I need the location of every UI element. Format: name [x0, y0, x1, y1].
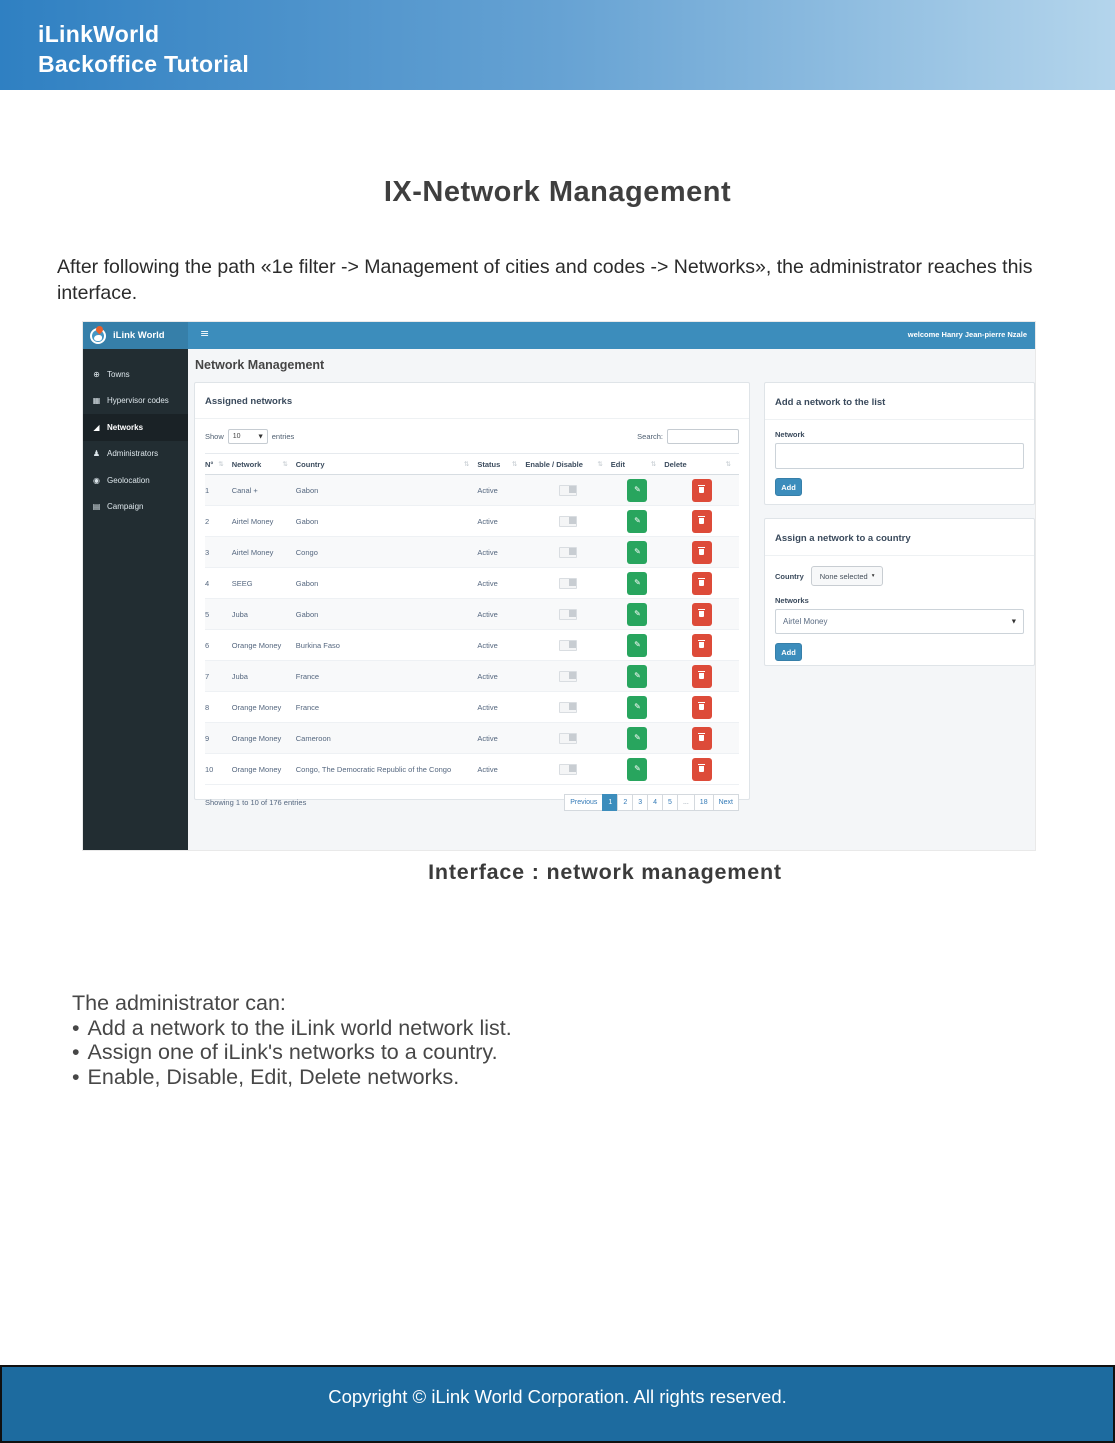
bullet-icon: • — [72, 1040, 80, 1064]
chevron-down-icon: ▼ — [1011, 618, 1016, 625]
trash-icon — [699, 549, 704, 555]
pagination-page-3[interactable]: 3 — [632, 794, 648, 811]
networks-select[interactable]: Airtel Money ▼ — [775, 609, 1024, 634]
globe-icon: ⊕ — [93, 369, 100, 379]
pencil-icon: ✎ — [634, 764, 641, 773]
app-screenshot — [83, 322, 1035, 850]
pagination-page-5[interactable]: 5 — [662, 794, 678, 811]
status-text: Active — [477, 764, 498, 774]
trash-icon — [699, 580, 704, 586]
delete-button[interactable] — [692, 479, 712, 502]
sort-icon: ⇅ — [597, 460, 603, 468]
assign-add-button[interactable]: Add — [775, 643, 802, 661]
edit-button[interactable] — [627, 758, 647, 781]
status-text: Active — [477, 609, 498, 619]
column-header-edit[interactable]: Edit ⇅ — [610, 459, 657, 469]
pencil-icon: ✎ — [634, 516, 641, 525]
pencil-icon: ✎ — [634, 547, 641, 556]
hamburger-menu-icon[interactable]: ≡ — [200, 327, 210, 340]
show-label: Show — [205, 432, 224, 441]
delete-button[interactable] — [692, 634, 712, 657]
bullet-icon: • — [72, 1064, 80, 1089]
bullet-icon: • — [72, 1015, 80, 1040]
table-row: 8 Orange Money France Active ✎ — [205, 692, 739, 723]
table-row: 7 Juba France Active ✎ — [205, 661, 739, 692]
assign-network-panel — [764, 518, 1035, 666]
pencil-icon: ✎ — [634, 671, 641, 680]
status-text: Active — [477, 702, 498, 712]
delete-button[interactable] — [692, 572, 712, 595]
pagination — [564, 794, 739, 811]
edit-button[interactable] — [627, 665, 647, 688]
column-header-n[interactable]: N° ⇅ — [205, 459, 224, 469]
pencil-icon: ✎ — [634, 640, 641, 649]
status-text: Active — [477, 733, 498, 743]
app-logo[interactable] — [83, 322, 188, 349]
delete-button[interactable] — [692, 665, 712, 688]
edit-button[interactable] — [627, 479, 647, 502]
list-icon: ▤ — [92, 502, 101, 512]
column-header-network[interactable]: Network ⇅ — [231, 459, 288, 469]
app-brand: iLink World — [113, 330, 165, 341]
status-text: Active — [477, 547, 498, 557]
table-row: 6 Orange Money Burkina Faso Active ✎ — [205, 630, 739, 661]
brand-line1: iLinkWorld — [38, 21, 160, 47]
edit-button[interactable] — [627, 572, 647, 595]
sidebar-item-administrators[interactable]: ♟ Administrators — [92, 449, 159, 459]
pagination-page-1[interactable]: 1 — [602, 794, 618, 811]
page-title: IX-Network Management — [383, 176, 732, 208]
status-text: Active — [477, 578, 498, 588]
trash-icon — [699, 766, 704, 772]
table-row: 9 Orange Money Cameroon Active ✎ — [205, 723, 739, 754]
copyright-text: Copyright © iLink World Corporation. All rights reserved. — [328, 1386, 787, 1407]
brand-line2: Backoffice Tutorial — [38, 51, 250, 77]
pagination-next[interactable]: Next — [713, 794, 739, 811]
trash-icon — [699, 673, 704, 679]
ilink-logo-icon — [90, 328, 106, 344]
signal-icon: ◢ — [93, 422, 100, 432]
column-header-enable-disable[interactable]: Enable / Disable ⇅ — [525, 459, 603, 469]
sort-icon: ⇅ — [282, 460, 288, 468]
delete-button[interactable] — [692, 696, 712, 719]
delete-button[interactable] — [692, 603, 712, 626]
pencil-icon: ✎ — [634, 609, 641, 618]
brand-title — [38, 19, 249, 79]
document-header — [0, 0, 1115, 90]
table-row: 3 Airtel Money Congo Active ✎ — [205, 537, 739, 568]
edit-button[interactable] — [627, 603, 647, 626]
pagination-page-2[interactable]: 2 — [617, 794, 633, 811]
sort-icon: ⇅ — [511, 460, 518, 468]
assign-panel-title: Assign a network to a country — [775, 533, 911, 544]
trash-icon — [699, 735, 704, 741]
sidebar-item-campaign[interactable]: ▤ Campaign — [92, 502, 144, 512]
screenshot-caption: Interface : network management — [428, 860, 782, 884]
document-footer — [0, 1365, 1115, 1443]
enable-toggle[interactable] — [559, 671, 577, 682]
trash-icon — [699, 487, 704, 493]
add-network-panel — [764, 382, 1035, 505]
grid-icon: ▦ — [92, 396, 101, 406]
table-row: 1 Canal + Gabon Active ✎ — [205, 475, 739, 506]
sidebar-item-networks[interactable]: ◢ Networks — [83, 414, 188, 441]
chevron-down-icon: ▾ — [871, 573, 875, 579]
network-field-label: Network — [775, 430, 805, 439]
networks-table — [205, 453, 739, 785]
edit-button[interactable] — [627, 510, 647, 533]
status-text: Active — [477, 671, 498, 681]
search-input[interactable] — [667, 429, 739, 444]
app-page-title: Network Management — [195, 358, 325, 372]
pencil-icon: ✎ — [634, 702, 641, 711]
admin-bullet: • Add a network to the iLink world network list. — [72, 1015, 512, 1040]
pencil-icon: ✎ — [634, 733, 641, 742]
sort-icon: ⇅ — [650, 460, 657, 468]
trash-icon — [699, 518, 704, 524]
country-select-button[interactable]: None selected ▾ — [811, 566, 884, 586]
admin-bullet: • Assign one of iLink's networks to a country. — [72, 1040, 498, 1064]
sidebar-item-geolocation[interactable]: ◉ Geolocation — [93, 475, 150, 485]
pagination-page-4[interactable]: 4 — [647, 794, 663, 811]
sort-icon: ⇅ — [463, 460, 470, 468]
enable-toggle[interactable] — [559, 485, 577, 496]
map-marker-icon: ◉ — [93, 475, 100, 485]
assigned-panel-title: Assigned networks — [205, 396, 293, 407]
delete-button[interactable] — [692, 510, 712, 533]
add-network-button[interactable]: Add — [775, 478, 802, 496]
country-label: Country — [775, 571, 804, 581]
column-header-delete[interactable]: Delete ⇅ — [664, 459, 731, 469]
welcome-user-text: welcome Hanry Jean-pierre Nzale — [907, 330, 1027, 339]
sort-icon: ⇅ — [218, 460, 224, 468]
intro-paragraph: After following the path «1e filter -> Management of cities and codes -> Networks», the administrator reaches this interface. — [57, 256, 1033, 304]
admin-bullet: • Enable, Disable, Edit, Delete networks. — [72, 1064, 460, 1089]
enable-toggle[interactable] — [559, 764, 577, 775]
table-row: 4 SEEG Gabon Active ✎ — [205, 568, 739, 599]
chevron-down-icon: ▼ — [258, 433, 263, 440]
enable-toggle[interactable] — [559, 547, 577, 558]
show-entries-select[interactable]: 10 ▼ — [228, 429, 268, 444]
enable-toggle[interactable] — [559, 516, 577, 527]
delete-button[interactable] — [692, 727, 712, 750]
sidebar-item-hypervisor-codes[interactable]: ▦ Hypervisor codes — [92, 396, 169, 406]
edit-button[interactable] — [627, 696, 647, 719]
table-summary: Showing 1 to 10 of 176 entries — [205, 798, 307, 807]
trash-icon — [699, 642, 704, 648]
column-header-country[interactable]: Country ⇅ — [295, 459, 470, 469]
add-panel-title: Add a network to the list — [775, 397, 886, 408]
pagination-ellipsis: ... — [677, 794, 695, 811]
edit-button[interactable] — [627, 634, 647, 657]
admin-capabilities-text — [72, 991, 512, 1089]
search-label: Search: — [637, 432, 663, 441]
trash-icon — [699, 611, 704, 617]
assigned-networks-panel — [194, 382, 750, 807]
edit-button[interactable] — [627, 727, 647, 750]
enable-toggle[interactable] — [559, 609, 577, 620]
delete-button[interactable] — [692, 541, 712, 564]
networks-field-label: Networks — [775, 596, 809, 605]
table-row: 5 Juba Gabon Active ✎ — [205, 599, 739, 630]
app-sidebar — [83, 349, 188, 850]
admin-heading: The administrator can: — [72, 991, 286, 1015]
enable-toggle[interactable] — [559, 640, 577, 651]
app-topbar — [83, 322, 1035, 349]
status-text: Active — [477, 640, 498, 650]
pencil-icon: ✎ — [634, 485, 641, 494]
table-header-row — [205, 453, 739, 475]
enable-toggle[interactable] — [559, 733, 577, 744]
edit-button[interactable] — [627, 541, 647, 564]
trash-icon — [699, 704, 704, 710]
enable-toggle[interactable] — [559, 578, 577, 589]
status-text: Active — [477, 485, 498, 495]
delete-button[interactable] — [692, 758, 712, 781]
user-icon: ♟ — [92, 449, 101, 459]
status-text: Active — [477, 516, 498, 526]
enable-toggle[interactable] — [559, 702, 577, 713]
entries-label: entries — [271, 432, 295, 441]
pagination-page-18[interactable]: 18 — [694, 794, 714, 811]
table-row: 10 Orange Money Congo, The Democratic Republic of the Congo Active ✎ — [205, 754, 739, 785]
pencil-icon: ✎ — [634, 578, 641, 587]
network-input[interactable] — [775, 443, 1024, 469]
pagination-previous[interactable]: Previous — [564, 794, 603, 811]
sidebar-item-towns[interactable]: ⊕ Towns — [93, 369, 130, 379]
column-header-status[interactable]: Status ⇅ — [477, 459, 518, 469]
table-row: 2 Airtel Money Gabon Active ✎ — [205, 506, 739, 537]
sort-icon: ⇅ — [725, 460, 731, 468]
